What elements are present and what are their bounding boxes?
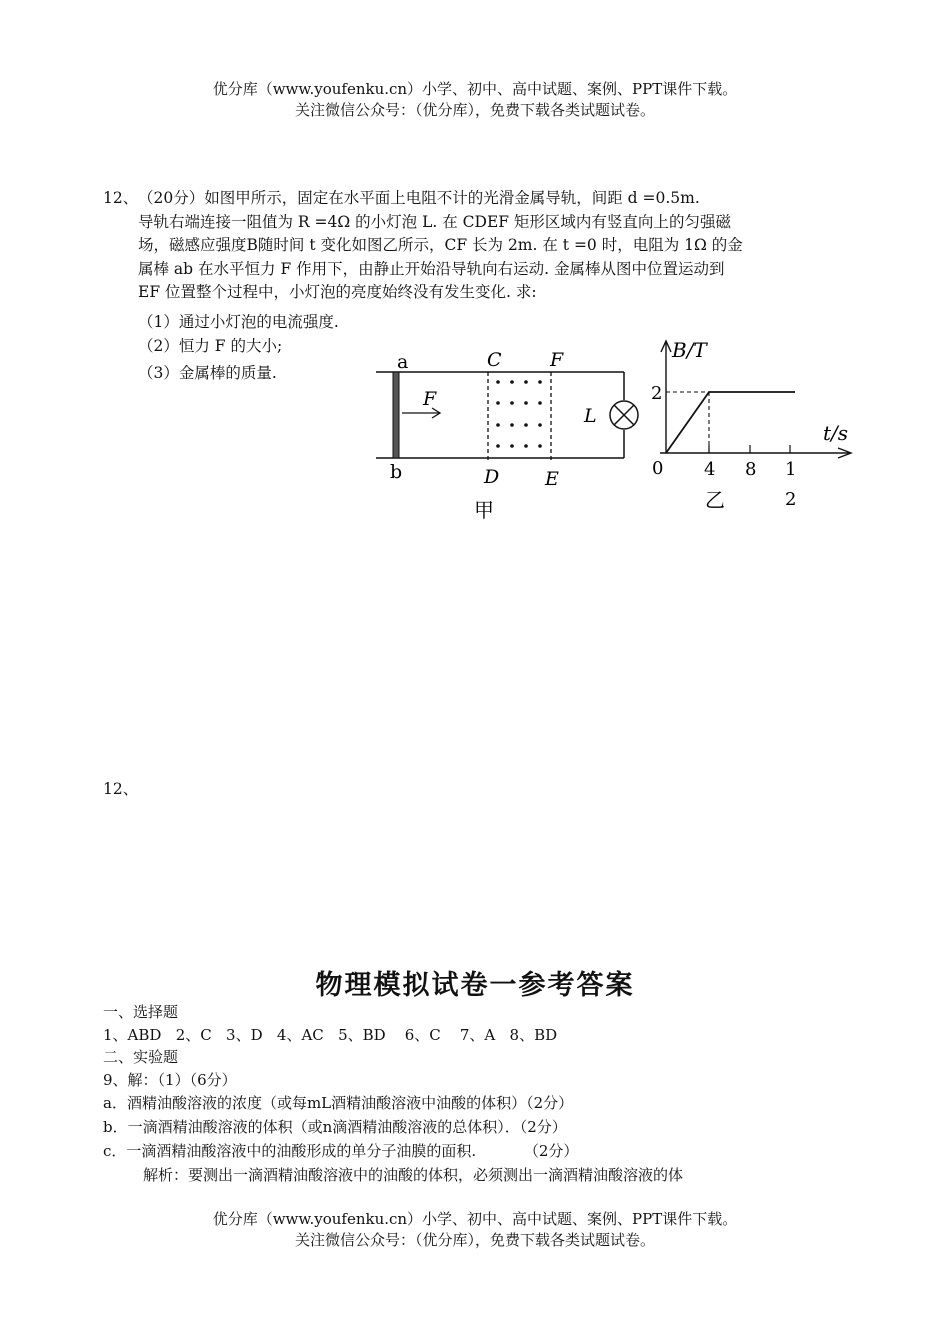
figure-circuit <box>360 340 640 530</box>
question-line: 属棒 ab 在水平恒力 F 作用下，由静止开始沿导轨向右运动. 金属棒从图中位置运动到 <box>138 259 725 278</box>
answer-number: 12、 <box>103 780 139 798</box>
x-tick-12-b: 2 <box>785 489 797 510</box>
question-text <box>138 187 868 305</box>
question-line: 导轨右端连接一阻值为 R =4Ω 的小灯泡 L. 在 CDEF 矩形区域内有竖直向上的匀强磁 <box>138 212 731 231</box>
footer-line-2: 关注微信公众号：（优分库），免费下载各类试题试卷。 <box>294 1231 655 1249</box>
caption-yi: 乙 <box>705 488 725 512</box>
lamp-icon <box>610 401 638 429</box>
magnetic-field-dots <box>496 380 542 448</box>
y-tick-2: 2 <box>651 383 663 404</box>
sub-question-1: （1）通过小灯泡的电流强度. <box>138 313 339 331</box>
question-line: EF 位置整个过程中，小灯泡的亮度始终没有发生变化. 求: <box>138 283 537 301</box>
section-1-heading: 一、选择题 <box>103 1003 179 1021</box>
question-number: 12、 <box>103 189 139 207</box>
label-D: D <box>484 466 500 488</box>
x-tick-12-a: 1 <box>785 459 797 480</box>
x-axis-label: t/s <box>823 421 849 445</box>
b-t-curve <box>666 392 795 453</box>
q9-part-c: c．一滴酒精油酸溶液中的油酸形成的单分子油膜的面积. （2分） <box>103 1142 579 1160</box>
q9-part-b: b．一滴酒精油酸溶液的体积（或n滴酒精油酸溶液的总体积）．（2分） <box>103 1118 567 1136</box>
figure-bt-graph <box>645 335 870 520</box>
q9-intro: 9、解：（1）（6分） <box>103 1071 237 1089</box>
label-b: b <box>390 461 403 483</box>
section-2-heading: 二、实验题 <box>103 1048 179 1066</box>
label-F-top: F <box>550 349 564 371</box>
label-lamp: L <box>584 405 597 427</box>
metal-rod <box>393 372 399 458</box>
header-line-1: 优分库（www.youfenku.cn）小学、初中、高中试题、案例、PPT课件下载。 <box>212 80 738 98</box>
y-axis-label: B/T <box>672 338 707 362</box>
label-force: F <box>423 388 437 410</box>
sub-question-2: （2）恒力 F 的大小; <box>138 337 283 355</box>
label-C: C <box>487 349 502 371</box>
x-tick-8: 8 <box>745 459 757 480</box>
mc-answers: 1、ABD 2、C 3、D 4、AC 5、BD 6、C 7、A 8、BD <box>103 1026 558 1044</box>
q9-analysis: 解析：要测出一滴酒精油酸溶液中的油酸的体积，必须测出一滴酒精油酸溶液的体 <box>143 1166 684 1184</box>
q9-part-a: a．酒精油酸溶液的浓度（或每mL酒精油酸溶液中油酸的体积）（2分） <box>103 1094 574 1112</box>
answer-key-title: 物理模拟试卷一参考答案 <box>315 970 635 1001</box>
x-tick-4: 4 <box>704 459 716 480</box>
question-line: 场，磁感应强度B随时间 t 变化如图乙所示，CF 长为 2m. 在 t =0 时，电阻为 1Ω 的金 <box>138 236 743 254</box>
sub-question-3: （3）金属棒的质量. <box>138 364 277 382</box>
question-line: （20分）如图甲所示，固定在水平面上电阻不计的光滑金属导轨，间距 d =0.5m. <box>138 189 700 207</box>
header-line-2: 关注微信公众号：（优分库），免费下载各类试题试卷。 <box>294 101 655 119</box>
footer-line-1: 优分库（www.youfenku.cn）小学、初中、高中试题、案例、PPT课件下载。 <box>212 1210 738 1228</box>
caption-jia: 甲 <box>474 498 494 522</box>
origin-label: 0 <box>652 458 664 479</box>
label-E: E <box>545 468 559 490</box>
label-a: a <box>397 351 409 373</box>
